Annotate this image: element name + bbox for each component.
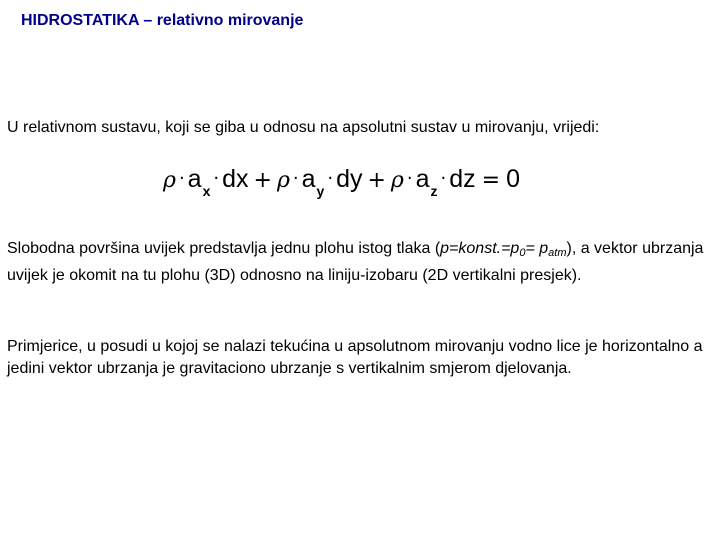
differential-dy: dy <box>336 165 363 193</box>
subscript-y: y <box>316 183 325 199</box>
plus-operator: + <box>253 168 272 193</box>
subscript-atm: atm <box>548 247 567 259</box>
equilibrium-equation <box>163 165 520 205</box>
dot-operator: · <box>292 168 299 189</box>
surface-text-start: Slobodna površina uvijek predstavlja jednu plohu istog tlaka ( <box>7 240 441 257</box>
subscript-z: z <box>430 183 438 199</box>
intro-paragraph: U relativnom sustavu, koji se giba u odnosu na apsolutni sustav u mirovanju, vrijedi: <box>7 119 600 136</box>
pressure-condition: p=konst.=p <box>440 240 520 257</box>
subscript-x: x <box>202 183 211 199</box>
differential-dz: dz <box>449 165 476 193</box>
subscript-zero: 0 <box>519 247 526 259</box>
rho-symbol: ρ <box>163 168 176 193</box>
dot-operator: · <box>213 168 220 189</box>
acceleration-term: a <box>301 165 316 193</box>
acceleration-term: a <box>415 165 430 193</box>
differential-dx: dx <box>222 165 249 193</box>
pressure-equals-atm: = p <box>525 240 549 257</box>
example-paragraph: Primjerice, u posudi u kojoj se nalazi tekućina u apsolutnom mirovanju vodno lice je horizontalno a jedini vektor ubrzanja je gravitaciono ubrzanje s vertikalnim smjerom djelovanja. <box>7 338 703 377</box>
acceleration-term: a <box>187 165 202 193</box>
surface-text-end: ), a vektor ubrzanja uvijek je okomit na tu plohu (3D) odnosno na liniju-izobaru (2D vertikalni presjek). <box>7 240 704 284</box>
rho-symbol: ρ <box>390 168 404 193</box>
dot-operator: · <box>440 168 447 189</box>
rho-symbol: ρ <box>276 168 290 193</box>
free-surface-paragraph <box>7 238 713 286</box>
equals-sign: = <box>481 168 501 193</box>
slide-title: HIDROSTATIKA – relativno mirovanje <box>21 12 304 29</box>
dot-operator: · <box>178 168 185 189</box>
equation-rhs: 0 <box>506 165 520 193</box>
dot-operator: · <box>406 168 413 189</box>
plus-operator: + <box>367 168 386 193</box>
dot-operator: · <box>327 168 334 189</box>
